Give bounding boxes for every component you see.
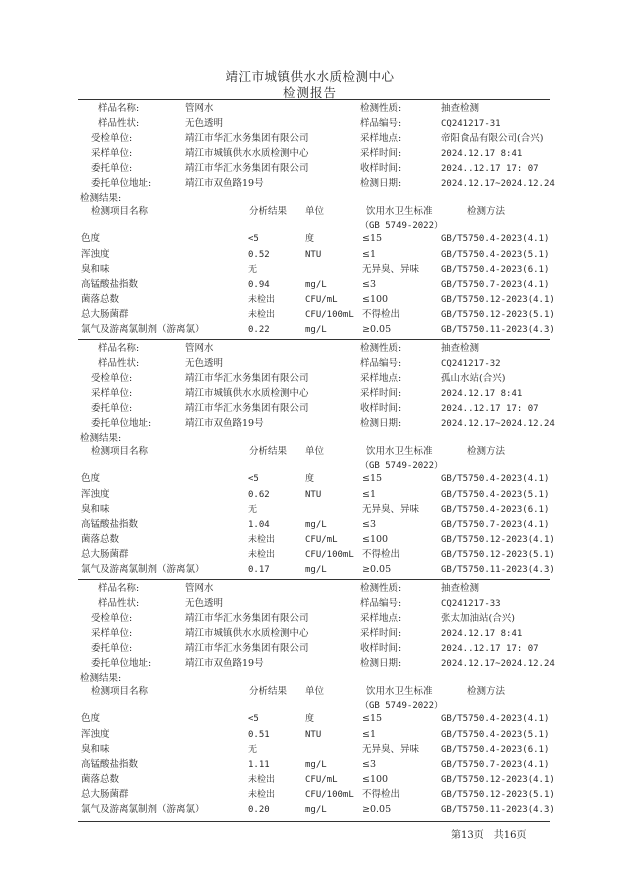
info-label: 收样时间: — [360, 643, 402, 654]
table-cell-standard: ≥0.05 — [362, 564, 392, 575]
table-cell-method: GB/T5750.11-2023(4.3) — [441, 565, 555, 575]
col-header-item: 检测项目名称 — [91, 206, 149, 217]
table-cell-item: 色度 — [81, 473, 101, 484]
info-value: 抽查检测 — [441, 583, 480, 594]
info-value: 2024..12.17 17: 07 — [441, 164, 539, 174]
table-cell-method: GB/T5750.12-2023(5.1) — [441, 790, 555, 800]
info-value: 2024.12.17~2024.12.24 — [441, 179, 555, 189]
info-label: 受检单位: — [91, 133, 133, 144]
info-label: 样品名称: — [98, 583, 140, 594]
table-cell-unit: CFU/100mL — [305, 790, 354, 800]
table-cell-result: 1.04 — [248, 520, 270, 530]
col-header-standard-code: （GB 5749-2022） — [360, 701, 444, 711]
table-cell-item: 菌落总数 — [81, 534, 120, 545]
info-label: 受检单位: — [91, 373, 133, 384]
info-value: 靖江市华汇水务集团有限公司 — [185, 133, 309, 144]
info-label: 样品性状: — [98, 598, 140, 609]
info-value: 管网水 — [185, 343, 214, 354]
table-cell-standard: 不得检出 — [362, 549, 401, 560]
table-cell-item: 氯气及游离氯制剂（游离氯） — [81, 564, 205, 575]
info-label: 委托单位地址: — [91, 658, 152, 669]
info-value: 靖江市华汇水务集团有限公司 — [185, 373, 309, 384]
table-cell-item: 高锰酸盐指数 — [81, 519, 139, 530]
table-cell-unit: NTU — [305, 490, 322, 500]
table-cell-result: <5 — [248, 474, 259, 484]
info-label: 样品编号: — [360, 358, 402, 369]
table-cell-standard: ≤1 — [362, 489, 377, 500]
table-cell-result: 无 — [248, 505, 258, 515]
sample-block — [0, 579, 620, 825]
table-cell-item: 色度 — [81, 233, 101, 244]
table-cell-method: GB/T5750.4-2023(6.1) — [441, 505, 550, 515]
info-value: 靖江市华汇水务集团有限公司 — [185, 613, 309, 624]
sample-block — [0, 99, 620, 345]
col-header-standard: 饮用水卫生标准 — [366, 446, 433, 457]
info-value: 2024..12.17 17: 07 — [441, 644, 539, 654]
table-cell-method: GB/T5750.12-2023(4.1) — [441, 775, 555, 785]
info-value: 抽查检测 — [441, 103, 480, 114]
table-cell-method: GB/T5750.12-2023(4.1) — [441, 535, 555, 545]
table-cell-method: GB/T5750.11-2023(4.3) — [441, 805, 555, 815]
info-label: 采样单位: — [91, 628, 133, 639]
table-cell-unit: mg/L — [305, 805, 327, 815]
table-cell-unit: mg/L — [305, 520, 327, 530]
col-header-unit: 单位 — [305, 206, 325, 217]
info-value: 靖江市华汇水务集团有限公司 — [185, 643, 309, 654]
info-label: 采样时间: — [360, 388, 402, 399]
col-header-method: 检测方法 — [467, 686, 506, 697]
info-value: 2024.12.17~2024.12.24 — [441, 659, 555, 669]
col-header-item: 检测项目名称 — [91, 446, 149, 457]
section-rule — [78, 339, 550, 340]
table-cell-method: GB/T5750.4-2023(6.1) — [441, 745, 550, 755]
info-label: 委托单位地址: — [91, 178, 152, 189]
table-cell-standard: ≤3 — [362, 279, 377, 290]
info-value: 无色透明 — [185, 598, 224, 609]
table-cell-standard: ≤100 — [362, 774, 389, 785]
col-header-method: 检测方法 — [467, 206, 506, 217]
info-value: 2024.12.17 8:41 — [441, 629, 523, 639]
table-cell-result: 1.11 — [248, 760, 270, 770]
info-value: 管网水 — [185, 583, 214, 594]
table-cell-item: 菌落总数 — [81, 294, 120, 305]
table-cell-result: 无 — [248, 745, 258, 755]
results-label: 检测结果: — [80, 193, 122, 204]
table-cell-result: 未检出 — [248, 775, 276, 785]
table-cell-result: 0.22 — [248, 325, 270, 335]
table-cell-result: <5 — [248, 234, 259, 244]
table-cell-standard: ≤15 — [362, 473, 383, 484]
info-label: 样品编号: — [360, 598, 402, 609]
info-value: 靖江市城镇供水水质检测中心 — [185, 388, 309, 399]
table-cell-standard: 无异臭、异味 — [362, 504, 420, 515]
info-value: 2024.12.17 8:41 — [441, 149, 523, 159]
table-cell-item: 菌落总数 — [81, 774, 120, 785]
table-cell-unit: 度 — [305, 474, 315, 484]
info-value: 靖江市华汇水务集团有限公司 — [185, 163, 309, 174]
table-cell-item: 浑浊度 — [81, 729, 110, 740]
col-header-result: 分析结果 — [249, 446, 288, 457]
table-cell-standard: ≤15 — [362, 233, 383, 244]
results-label: 检测结果: — [80, 673, 122, 684]
table-cell-method: GB/T5750.4-2023(4.1) — [441, 714, 550, 724]
table-cell-result: 0.20 — [248, 805, 270, 815]
table-cell-item: 总大肠菌群 — [81, 309, 129, 320]
table-cell-method: GB/T5750.7-2023(4.1) — [441, 760, 550, 770]
table-cell-result: 0.94 — [248, 280, 270, 290]
report-title: 检测报告 — [282, 85, 337, 100]
table-cell-item: 氯气及游离氯制剂（游离氯） — [81, 804, 205, 815]
section-rule — [78, 99, 550, 100]
results-label: 检测结果: — [80, 433, 122, 444]
info-label: 样品编号: — [360, 118, 402, 129]
info-label: 采样单位: — [91, 148, 133, 159]
col-header-method: 检测方法 — [467, 446, 506, 457]
table-cell-unit: 度 — [305, 714, 315, 724]
info-value: 管网水 — [185, 103, 214, 114]
bottom-rule — [78, 821, 550, 822]
table-cell-item: 色度 — [81, 713, 101, 724]
info-label: 采样地点: — [360, 133, 402, 144]
info-value: 靖江市城镇供水水质检测中心 — [185, 628, 309, 639]
table-cell-result: 0.17 — [248, 565, 270, 575]
info-label: 检测日期: — [360, 418, 402, 429]
info-label: 检测性质: — [360, 343, 402, 354]
info-label: 收样时间: — [360, 403, 402, 414]
table-cell-method: GB/T5750.4-2023(6.1) — [441, 265, 550, 275]
table-cell-unit: CFU/100mL — [305, 550, 354, 560]
info-value: 靖江市双鱼路19号 — [185, 178, 264, 189]
info-value: 抽查检测 — [441, 343, 480, 354]
info-value: CQ241217-32 — [441, 359, 501, 369]
table-cell-standard: ≤1 — [362, 729, 377, 740]
table-cell-result: 未检出 — [248, 790, 276, 800]
table-cell-item: 氯气及游离氯制剂（游离氯） — [81, 324, 205, 335]
info-label: 委托单位地址: — [91, 418, 152, 429]
info-label: 委托单位: — [91, 643, 133, 654]
table-cell-item: 臭和味 — [81, 744, 110, 755]
info-value: 靖江市双鱼路19号 — [185, 658, 264, 669]
info-label: 收样时间: — [360, 163, 402, 174]
table-cell-method: GB/T5750.12-2023(4.1) — [441, 295, 555, 305]
col-header-standard-code: （GB 5749-2022） — [360, 461, 444, 471]
info-value: 无色透明 — [185, 358, 224, 369]
info-label: 委托单位: — [91, 403, 133, 414]
table-cell-unit: 度 — [305, 234, 315, 244]
table-cell-method: GB/T5750.4-2023(5.1) — [441, 250, 550, 260]
table-cell-method: GB/T5750.4-2023(5.1) — [441, 490, 550, 500]
col-header-standard: 饮用水卫生标准 — [366, 686, 433, 697]
table-cell-item: 总大肠菌群 — [81, 789, 129, 800]
table-cell-method: GB/T5750.4-2023(4.1) — [441, 474, 550, 484]
info-label: 样品名称: — [98, 103, 140, 114]
col-header-standard: 饮用水卫生标准 — [366, 206, 433, 217]
table-cell-method: GB/T5750.11-2023(4.3) — [441, 325, 555, 335]
info-label: 检测日期: — [360, 178, 402, 189]
info-value: CQ241217-33 — [441, 599, 501, 609]
table-cell-unit: NTU — [305, 730, 322, 740]
table-cell-unit: NTU — [305, 250, 322, 260]
info-value: 2024..12.17 17: 07 — [441, 404, 539, 414]
info-label: 采样地点: — [360, 373, 402, 384]
table-cell-standard: ≤100 — [362, 294, 389, 305]
section-rule — [78, 579, 550, 580]
table-cell-standard: 不得检出 — [362, 309, 401, 320]
info-label: 检测性质: — [360, 583, 402, 594]
info-label: 受检单位: — [91, 613, 133, 624]
table-cell-item: 总大肠菌群 — [81, 549, 129, 560]
table-cell-unit: CFU/mL — [305, 295, 338, 305]
info-label: 采样时间: — [360, 148, 402, 159]
table-cell-item: 高锰酸盐指数 — [81, 279, 139, 290]
table-cell-standard: ≥0.05 — [362, 804, 392, 815]
col-header-item: 检测项目名称 — [91, 686, 149, 697]
table-cell-unit: mg/L — [305, 565, 327, 575]
info-label: 委托单位: — [91, 163, 133, 174]
table-cell-method: GB/T5750.4-2023(5.1) — [441, 730, 550, 740]
info-value: 2024.12.17 8:41 — [441, 389, 523, 399]
info-value: 靖江市华汇水务集团有限公司 — [185, 403, 309, 414]
table-cell-result: 未检出 — [248, 550, 276, 560]
table-cell-standard: ≤1 — [362, 249, 377, 260]
table-cell-item: 臭和味 — [81, 264, 110, 275]
table-cell-result: 0.51 — [248, 730, 270, 740]
info-value: 张太加油站(合兴) — [441, 613, 515, 624]
table-cell-standard: 无异臭、异味 — [362, 744, 420, 755]
col-header-unit: 单位 — [305, 686, 325, 697]
info-value: 靖江市城镇供水水质检测中心 — [185, 148, 309, 159]
table-cell-result: 未检出 — [248, 295, 276, 305]
info-label: 检测性质: — [360, 103, 402, 114]
table-cell-result: <5 — [248, 714, 259, 724]
info-label: 样品性状: — [98, 118, 140, 129]
org-name: 靖江市城镇供水水质检测中心 — [225, 69, 395, 84]
info-value: 无色透明 — [185, 118, 224, 129]
table-cell-result: 0.62 — [248, 490, 270, 500]
table-cell-method: GB/T5750.12-2023(5.1) — [441, 550, 555, 560]
info-label: 检测日期: — [360, 658, 402, 669]
table-cell-standard: ≥0.05 — [362, 324, 392, 335]
table-cell-unit: CFU/100mL — [305, 310, 354, 320]
table-cell-standard: 无异臭、异味 — [362, 264, 420, 275]
table-cell-item: 臭和味 — [81, 504, 110, 515]
info-label: 样品性状: — [98, 358, 140, 369]
table-cell-unit: mg/L — [305, 760, 327, 770]
table-cell-standard: ≤3 — [362, 519, 377, 530]
table-cell-unit: mg/L — [305, 325, 327, 335]
table-cell-method: GB/T5750.7-2023(4.1) — [441, 280, 550, 290]
info-label: 采样地点: — [360, 613, 402, 624]
col-header-standard-code: （GB 5749-2022） — [360, 221, 444, 231]
table-cell-standard: ≤15 — [362, 713, 383, 724]
info-value: 孤山水站(合兴) — [441, 373, 506, 384]
table-cell-standard: 不得检出 — [362, 789, 401, 800]
table-cell-result: 未检出 — [248, 310, 276, 320]
info-value: 靖江市双鱼路19号 — [185, 418, 264, 429]
info-value: 帝阳食品有限公司(合兴) — [441, 133, 544, 144]
page-number: 第13页 共16页 — [451, 830, 527, 841]
table-cell-method: GB/T5750.4-2023(4.1) — [441, 234, 550, 244]
table-cell-item: 浑浊度 — [81, 249, 110, 260]
table-cell-unit: CFU/mL — [305, 775, 338, 785]
info-value: 2024.12.17~2024.12.24 — [441, 419, 555, 429]
table-cell-item: 浑浊度 — [81, 489, 110, 500]
info-label: 样品名称: — [98, 343, 140, 354]
table-cell-unit: mg/L — [305, 280, 327, 290]
info-label: 采样单位: — [91, 388, 133, 399]
table-cell-unit: CFU/mL — [305, 535, 338, 545]
col-header-unit: 单位 — [305, 446, 325, 457]
table-cell-method: GB/T5750.7-2023(4.1) — [441, 520, 550, 530]
col-header-result: 分析结果 — [249, 686, 288, 697]
info-value: CQ241217-31 — [441, 119, 501, 129]
table-cell-method: GB/T5750.12-2023(5.1) — [441, 310, 555, 320]
col-header-result: 分析结果 — [249, 206, 288, 217]
table-cell-result: 0.52 — [248, 250, 270, 260]
sample-block — [0, 339, 620, 585]
table-cell-standard: ≤100 — [362, 534, 389, 545]
info-label: 采样时间: — [360, 628, 402, 639]
table-cell-result: 未检出 — [248, 535, 276, 545]
table-cell-standard: ≤3 — [362, 759, 377, 770]
table-cell-result: 无 — [248, 265, 258, 275]
table-cell-item: 高锰酸盐指数 — [81, 759, 139, 770]
